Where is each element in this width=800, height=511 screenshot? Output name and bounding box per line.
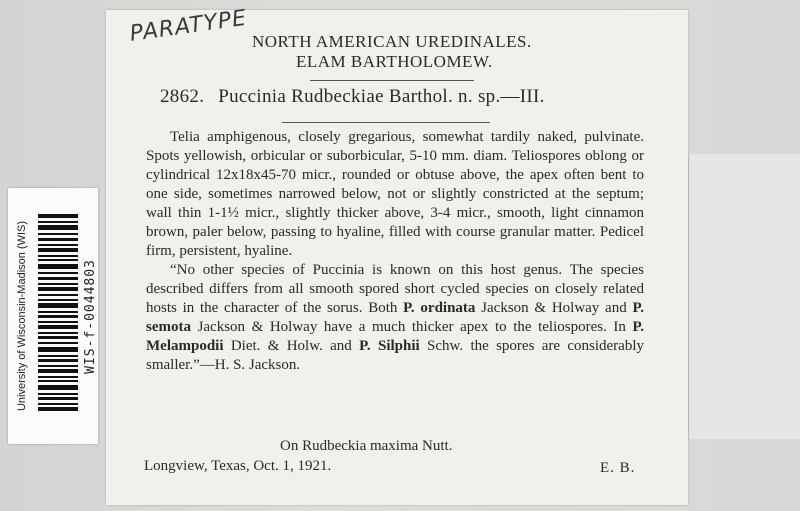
specimen-label [106,5,688,505]
background-folder-tab [688,154,800,439]
description-paragraph-1: Telia amphigenous, closely gregarious, somewhat tardily naked, pulvinate. Spots yellowish, orbicular or suborbicular, 5-10 mm. diam. Teliospores oblong or cylindrical 12x18x45-70 micr., rounded or obtuse above, the apex often bent to one side, sometimes narrowed below, not or slightly constricted at the septum; wall thin 1-1½ micr., slightly thicker above, 3-4 micr., smooth, light cinnamon brown, paler below, passing to hyaline, filled with course granular matter. Pedicel firm, persistent, hyaline. [146,129,644,259]
collector-name: ELAM BARTHOLOMEW. [296,52,493,71]
description [146,128,644,375]
title-divider [282,122,490,123]
paratype-annotation: PARATYPE [128,5,249,47]
barcode-icon [38,214,78,414]
series-title: NORTH AMERICAN UREDINALES. [252,32,532,51]
barcode-label [8,188,98,444]
host-plant: On Rudbeckia maxima Nutt. [280,438,453,454]
institution-text: University of Wisconsin-Madison (WIS) [16,220,28,412]
header-divider [310,80,474,81]
species-ref-silphii: P. Silphii [359,338,420,354]
collection-locality: Longview, Texas, Oct. 1, 1921. [144,458,332,474]
species-ref-semota: P. semota [146,300,645,335]
specimen-title [160,86,660,108]
species-ref-melampodii: P. Melampodii [146,319,644,354]
description-paragraph-2: “No other species of Puccinia is known on this host genus. The species described differs from all smooth spored short cycled species on closely related hosts in the character of the sorus. Both P. ordinata Jackson & Holway and P. semota Jackson & Holway have a much thicker apex to the teliospores. In P. Melampodii Diet. & Holw. and P. Silphii Schw. the spores are considerably smaller.”—H. S. Jackson. [146,262,645,373]
collector-initials: E. B. [600,460,636,476]
specimen-number: 2862. [160,86,205,107]
species-name: Puccinia Rudbeckiae Barthol. n. sp.—III. [218,86,545,107]
catalog-number: WIS-f-0044803 [82,258,98,374]
species-ref-ordinata: P. ordinata [403,300,476,316]
